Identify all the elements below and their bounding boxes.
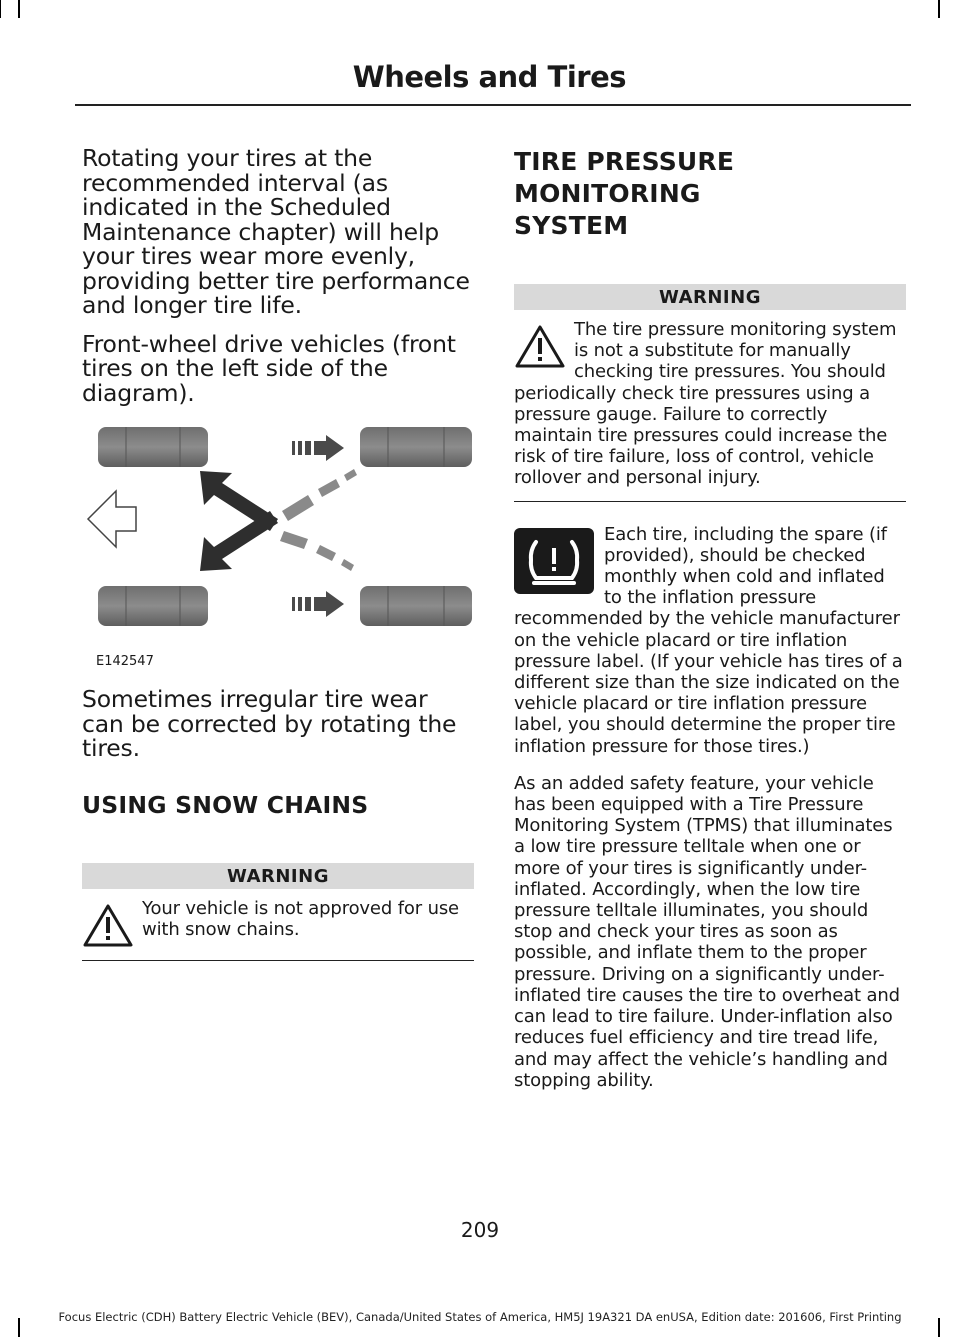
- warning-triangle-icon: [82, 902, 134, 948]
- dashed-cross-arrows: [280, 469, 357, 571]
- snow-chains-warning: [82, 889, 474, 960]
- tpms-warning-text: The tire pressure monitoring system is not a substitute for manually checking tire pressures. You should periodically check tire pressures using a pressure gauge. Failure to correctly maintain tire pressures could increase the risk of tire failure, loss of control, vehicle rollover and personal injury.: [514, 319, 897, 489]
- each-tire-text: Each tire, including the spare (if provided), should be checked monthly when cold and inflated to the inflation pressure recommended by the vehicle manufacturer on the vehicle placard or tire inflation pressure label. (If your vehicle has tires of a different size than the size indicated on the vehicle placard or tire inflation pressure label, you should determine the proper tire inflation pressure for those tires.): [514, 523, 903, 757]
- right-column: [514, 146, 906, 1107]
- front-left-tire: [98, 427, 208, 467]
- figure-code: E142547: [96, 654, 154, 669]
- tpms-heading-line2: SYSTEM: [514, 211, 629, 240]
- crop-mark: [18, 0, 20, 18]
- warning-rule: [82, 960, 474, 961]
- crop-mark: [938, 0, 940, 18]
- snow-chains-warning-text: Your vehicle is not approved for use with snow chains.: [142, 897, 459, 940]
- left-column: [82, 146, 474, 961]
- warning-rule: [514, 501, 906, 502]
- safety-feature-paragraph: As an added safety feature, your vehicle has been equipped with a Tire Pressure Monitoring System (TPMS) that illuminates a low tire pressure telltale when one or more of your tires is significantly under-inflated. Accordingly, when the low tire pressure telltale illuminates, you should stop and check your tires as soon as possible, and inflate them to the proper pressure. Driving on a significantly under-inflated tire causes the tire to overheat and can lead to tire failure. Under-inflation also reduces fuel efficiency and tire tread life, and may affect the vehicle’s handling and stopping ability.: [514, 772, 900, 1091]
- forward-direction-arrow: [88, 491, 136, 547]
- warning-label: WARNING: [514, 284, 906, 310]
- cross-arrow-down: [200, 511, 278, 571]
- low-tire-pressure-icon: [514, 528, 594, 594]
- rear-left-tire: [360, 427, 472, 467]
- tire-rotation-diagram: [82, 419, 474, 669]
- tpms-warning: [514, 310, 906, 501]
- each-tire-paragraph: [514, 524, 906, 757]
- rear-to-front-arrow-top: [292, 435, 344, 461]
- tpms-heading-line1: TIRE PRESSURE MONITORING: [514, 147, 735, 208]
- front-right-tire: [98, 586, 208, 626]
- page-title: Wheels and Tires: [352, 60, 626, 94]
- footer-text: Focus Electric (CDH) Battery Electric Vehicle (BEV), Canada/United States of America, HM5J 19A321 DA enUSA, Edition date: 201606, First Printing: [58, 1310, 902, 1324]
- snow-chains-heading: USING SNOW CHAINS: [82, 790, 369, 819]
- crop-mark: [0, 0, 1, 18]
- fwd-paragraph: Front-wheel drive vehicles (front tires on the left side of the diagram).: [82, 329, 456, 407]
- page-number: 209: [460, 1218, 500, 1242]
- tire-rotation-illustration: [82, 419, 474, 669]
- warning-triangle-icon: [514, 323, 566, 369]
- rear-right-tire: [360, 586, 472, 626]
- irregular-wear-paragraph: Sometimes irregular tire wear can be corrected by rotating the tires.: [82, 685, 457, 762]
- rear-to-front-arrow-bottom: [292, 591, 344, 617]
- rotating-paragraph: Rotating your tires at the recommended interval (as indicated in the Scheduled Maintenance chapter) will help your tires wear more evenly, providing better tire performance and longer tire life.: [82, 144, 470, 319]
- title-rule: [75, 104, 911, 106]
- warning-label: WARNING: [82, 863, 474, 889]
